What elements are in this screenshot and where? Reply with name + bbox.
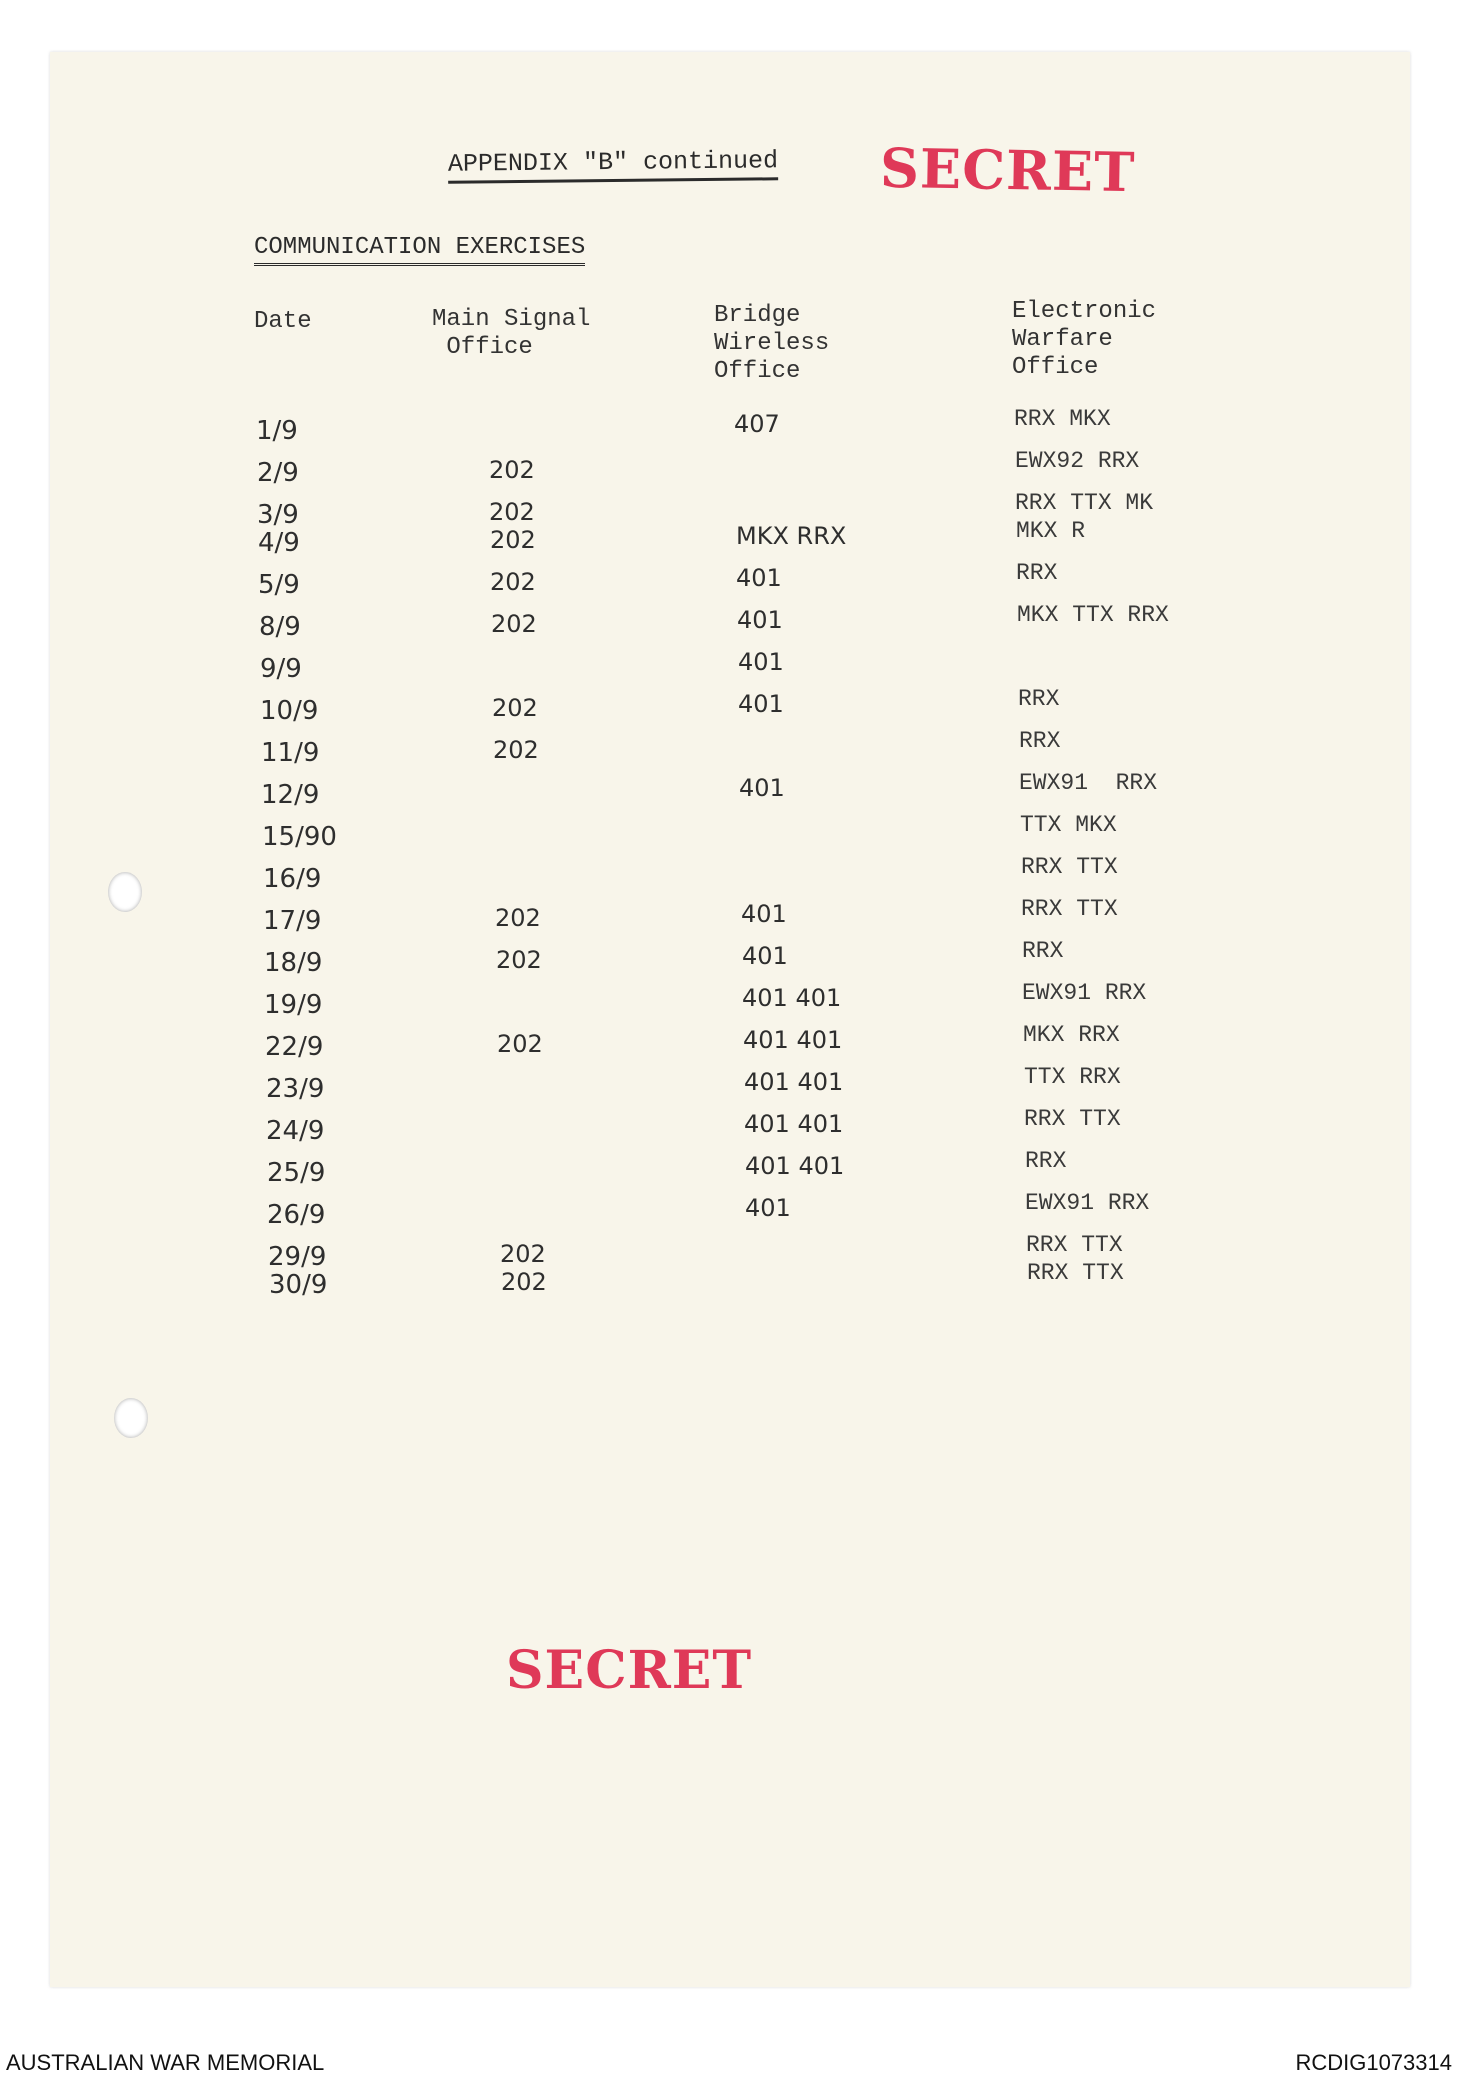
row-electronic-warfare-office: RRX	[1022, 938, 1064, 964]
appendix-heading: APPENDIX "B" continued	[448, 146, 778, 183]
row-bridge-wireless-office: 401	[741, 900, 787, 928]
row-electronic-warfare-office: RRX TTX	[1021, 854, 1118, 880]
row-bridge-wireless-office: 401	[742, 942, 788, 970]
row-date: 30/9	[269, 1270, 328, 1300]
row-main-signal-office: 202	[493, 736, 539, 764]
row-electronic-warfare-office: MKX R	[1016, 518, 1086, 544]
row-bridge-wireless-office: 401	[737, 606, 783, 634]
row-main-signal-office: 202	[489, 498, 535, 526]
row-electronic-warfare-office: EWX91 RRX	[1019, 770, 1158, 796]
row-electronic-warfare-office: TTX MKX	[1020, 812, 1117, 838]
row-bridge-wireless-office: 401	[739, 774, 785, 802]
row-electronic-warfare-office: RRX TTX	[1021, 896, 1118, 922]
row-date: 29/9	[268, 1242, 327, 1272]
row-bridge-wireless-office: MKX RRX	[736, 522, 847, 550]
row-electronic-warfare-office: RRX	[1019, 728, 1061, 754]
row-electronic-warfare-office: RRX TTX	[1027, 1260, 1124, 1286]
row-bridge-wireless-office: 401	[745, 1194, 791, 1222]
row-electronic-warfare-office: MKX RRX	[1023, 1022, 1120, 1048]
row-bridge-wireless-office: 401	[736, 564, 782, 592]
secret-stamp-bottom: SECRET	[506, 1640, 753, 1701]
row-date: 1/9	[256, 416, 298, 446]
row-date: 19/9	[264, 990, 323, 1020]
row-electronic-warfare-office: RRX MKX	[1014, 406, 1111, 432]
row-bridge-wireless-office: 401 401	[744, 1068, 844, 1096]
column-header-electronic-warfare-office: Electronic Warfare Office	[1012, 298, 1157, 381]
row-date: 9/9	[260, 654, 302, 684]
row-date: 5/9	[258, 570, 300, 600]
row-main-signal-office: 202	[489, 456, 535, 484]
row-main-signal-office: 202	[500, 1240, 546, 1268]
column-header-bridge-wireless-office: Bridge Wireless Office	[714, 302, 830, 385]
row-date: 16/9	[263, 864, 322, 894]
row-bridge-wireless-office: 401 401	[743, 1026, 843, 1054]
footer-source: AUSTRALIAN WAR MEMORIAL	[6, 2050, 325, 2075]
row-date: 25/9	[267, 1158, 326, 1188]
row-main-signal-office: 202	[496, 946, 542, 974]
row-electronic-warfare-office: RRX	[1018, 686, 1060, 712]
row-main-signal-office: 202	[491, 610, 537, 638]
row-date: 10/9	[260, 696, 319, 726]
row-date: 11/9	[261, 738, 320, 768]
row-main-signal-office: 202	[492, 694, 538, 722]
column-header-main-signal-office: Main Signal Office	[432, 306, 591, 361]
row-date: 4/9	[258, 528, 300, 558]
row-main-signal-office: 202	[490, 568, 536, 596]
row-main-signal-office: 202	[495, 904, 541, 932]
row-bridge-wireless-office: 407	[734, 410, 780, 438]
row-date: 3/9	[257, 500, 299, 530]
row-electronic-warfare-office: RRX TTX MK	[1015, 490, 1154, 516]
row-electronic-warfare-office: RRX	[1016, 560, 1058, 586]
row-bridge-wireless-office: 401 401	[744, 1110, 844, 1138]
column-header-date: Date	[254, 308, 312, 335]
punch-hole	[108, 872, 142, 912]
row-date: 15/90	[262, 822, 337, 852]
row-main-signal-office: 202	[501, 1268, 547, 1296]
row-date: 12/9	[261, 780, 320, 810]
row-date: 23/9	[266, 1074, 325, 1104]
row-bridge-wireless-office: 401	[738, 648, 784, 676]
row-bridge-wireless-office: 401 401	[742, 984, 842, 1012]
row-main-signal-office: 202	[490, 526, 536, 554]
row-bridge-wireless-office: 401 401	[745, 1152, 845, 1180]
secret-stamp-top: SECRET	[879, 135, 1136, 205]
row-electronic-warfare-office: EWX92 RRX	[1015, 448, 1140, 474]
punch-hole	[114, 1398, 148, 1438]
row-electronic-warfare-office: RRX TTX	[1024, 1106, 1121, 1132]
row-date: 22/9	[265, 1032, 324, 1062]
row-date: 18/9	[264, 948, 323, 978]
row-date: 26/9	[267, 1200, 326, 1230]
row-date: 8/9	[259, 612, 301, 642]
row-date: 17/9	[263, 906, 322, 936]
row-electronic-warfare-office: RRX TTX	[1026, 1232, 1123, 1258]
row-date: 2/9	[257, 458, 299, 488]
row-date: 24/9	[266, 1116, 325, 1146]
row-electronic-warfare-office: TTX RRX	[1024, 1064, 1121, 1090]
footer-reference-id: RCDIG1073314	[1295, 2050, 1452, 2075]
row-electronic-warfare-office: MKX TTX RRX	[1017, 602, 1169, 628]
row-bridge-wireless-office: 401	[738, 690, 784, 718]
row-main-signal-office: 202	[497, 1030, 543, 1058]
row-electronic-warfare-office: RRX	[1025, 1148, 1067, 1174]
row-electronic-warfare-office: EWX91 RRX	[1025, 1190, 1150, 1216]
row-electronic-warfare-office: EWX91 RRX	[1022, 980, 1147, 1006]
section-title: COMMUNICATION EXERCISES	[254, 234, 585, 266]
